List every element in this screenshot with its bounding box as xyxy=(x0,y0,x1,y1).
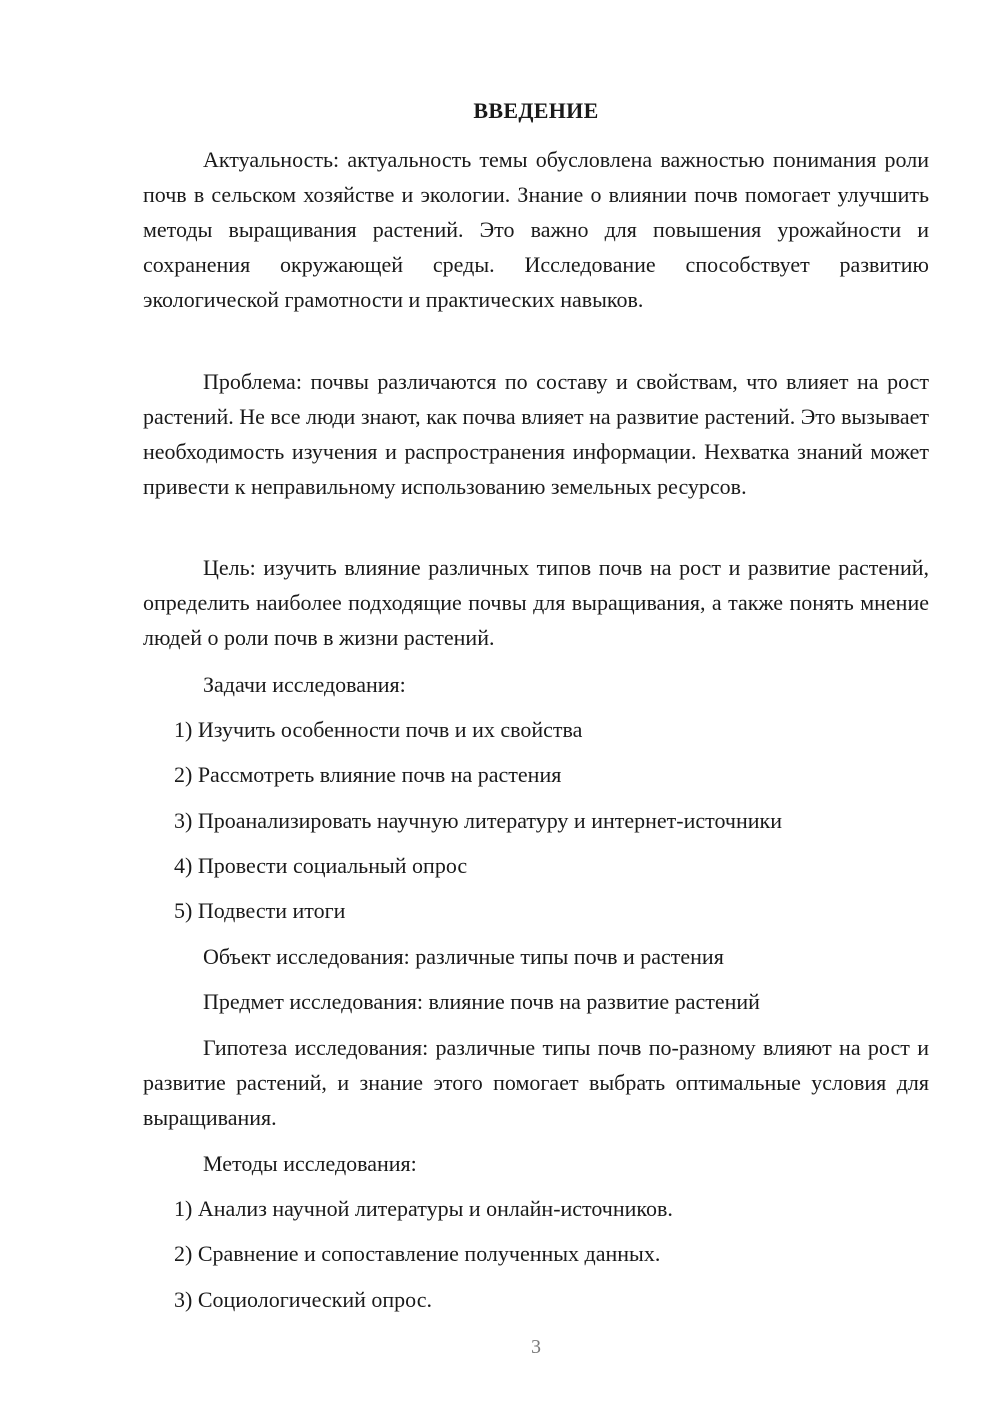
tasks-heading: Задачи исследования: xyxy=(203,672,406,697)
research-object: Объект исследования: различные типы почв и растения xyxy=(203,944,724,969)
relevance-paragraph: Актуальность: актуальность темы обусловлена важностью понимания роли почв в сельском хозяйстве и экологии. Знание о влиянии почв помогает улучшить методы выращивания растений. Это важно для повышения урожайности и сохранения окружающей среды. Исследование способствует развитию экологической грамотности и практических навыков. xyxy=(143,147,929,312)
task-item: 4) Провести социальный опрос xyxy=(174,853,468,878)
page-number: 3 xyxy=(531,1336,541,1358)
hypothesis-paragraph: Гипотеза исследования: различные типы почв по-разному влияют на рост и развитие растений, и знание этого помогает выбрать оптимальные условия для выращивания. xyxy=(143,1035,929,1130)
section-title: ВВЕДЕНИЕ xyxy=(473,98,599,123)
method-item: 1) Анализ научной литературы и онлайн-источников. xyxy=(174,1196,673,1221)
goal-paragraph: Цель: изучить влияние различных типов почв на рост и развитие растений, определить наиболее подходящие почвы для выращивания, а также понять мнение людей о роли почв в жизни растений. xyxy=(143,555,929,650)
method-item: 2) Сравнение и сопоставление полученных данных. xyxy=(174,1241,661,1266)
task-item: 2) Рассмотреть влияние почв на растения xyxy=(174,762,562,787)
research-subject: Предмет исследования: влияние почв на развитие растений xyxy=(203,989,760,1014)
task-item: 5) Подвести итоги xyxy=(174,898,346,923)
methods-heading: Методы исследования: xyxy=(203,1151,417,1176)
method-item: 3) Социологический опрос. xyxy=(174,1287,432,1312)
task-item: 3) Проанализировать научную литературу и интернет-источники xyxy=(174,808,782,833)
problem-paragraph: Проблема: почвы различаются по составу и свойствам, что влияет на рост растений. Не все люди знают, как почва влияет на развитие растений. Это вызывает необходимость изучения и распространения информации. Нехватка знаний может привести к неправильному использованию земельных ресурсов. xyxy=(143,369,929,499)
task-item: 1) Изучить особенности почв и их свойства xyxy=(174,717,583,742)
